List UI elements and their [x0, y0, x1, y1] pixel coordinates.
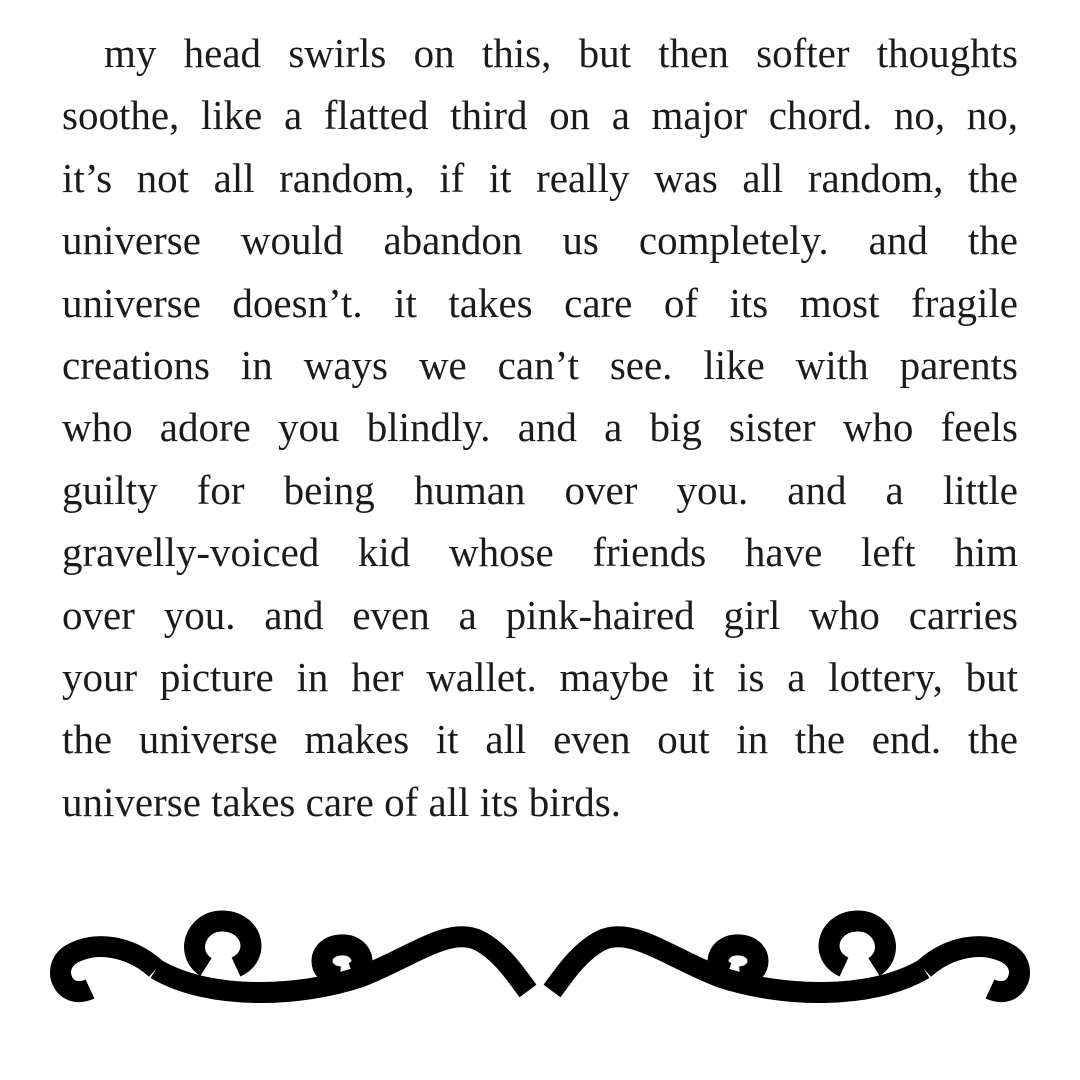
passage-line: my head swirls on this, but then softer thoughts: [104, 30, 1018, 76]
passage-line: soothe, like a flatted third on a major chord. no, no,: [62, 92, 1018, 139]
passage-line: universe takes care of all its birds.: [62, 778, 622, 825]
passage-line: the universe makes it all even out in the end. the: [62, 716, 1018, 763]
passage-line: universe doesn’t. it takes care of its most fragile: [62, 279, 1018, 326]
text-passage: [62, 22, 1018, 833]
passage-line: it’s not all random, if it really was all random, the: [62, 154, 1018, 201]
passage-line: universe would abandon us completely. and the: [62, 217, 1018, 264]
passage-line: gravelly-voiced kid whose friends have left him: [62, 529, 1018, 576]
left-scroll-flourish-icon: [61, 921, 528, 993]
passage-line: creations in ways we can’t see. like with parents: [62, 341, 1018, 388]
passage-line: over you. and even a pink-haired girl who carries: [62, 591, 1018, 638]
passage-line: your picture in her wallet. maybe it is a lottery, but: [62, 653, 1018, 700]
passage-line: guilty for being human over you. and a little: [62, 466, 1018, 513]
right-scroll-flourish-icon: [552, 921, 1019, 993]
passage-line: who adore you blindly. and a big sister who feels: [62, 404, 1018, 451]
scroll-flourish-divider-icon: [40, 895, 1040, 1025]
